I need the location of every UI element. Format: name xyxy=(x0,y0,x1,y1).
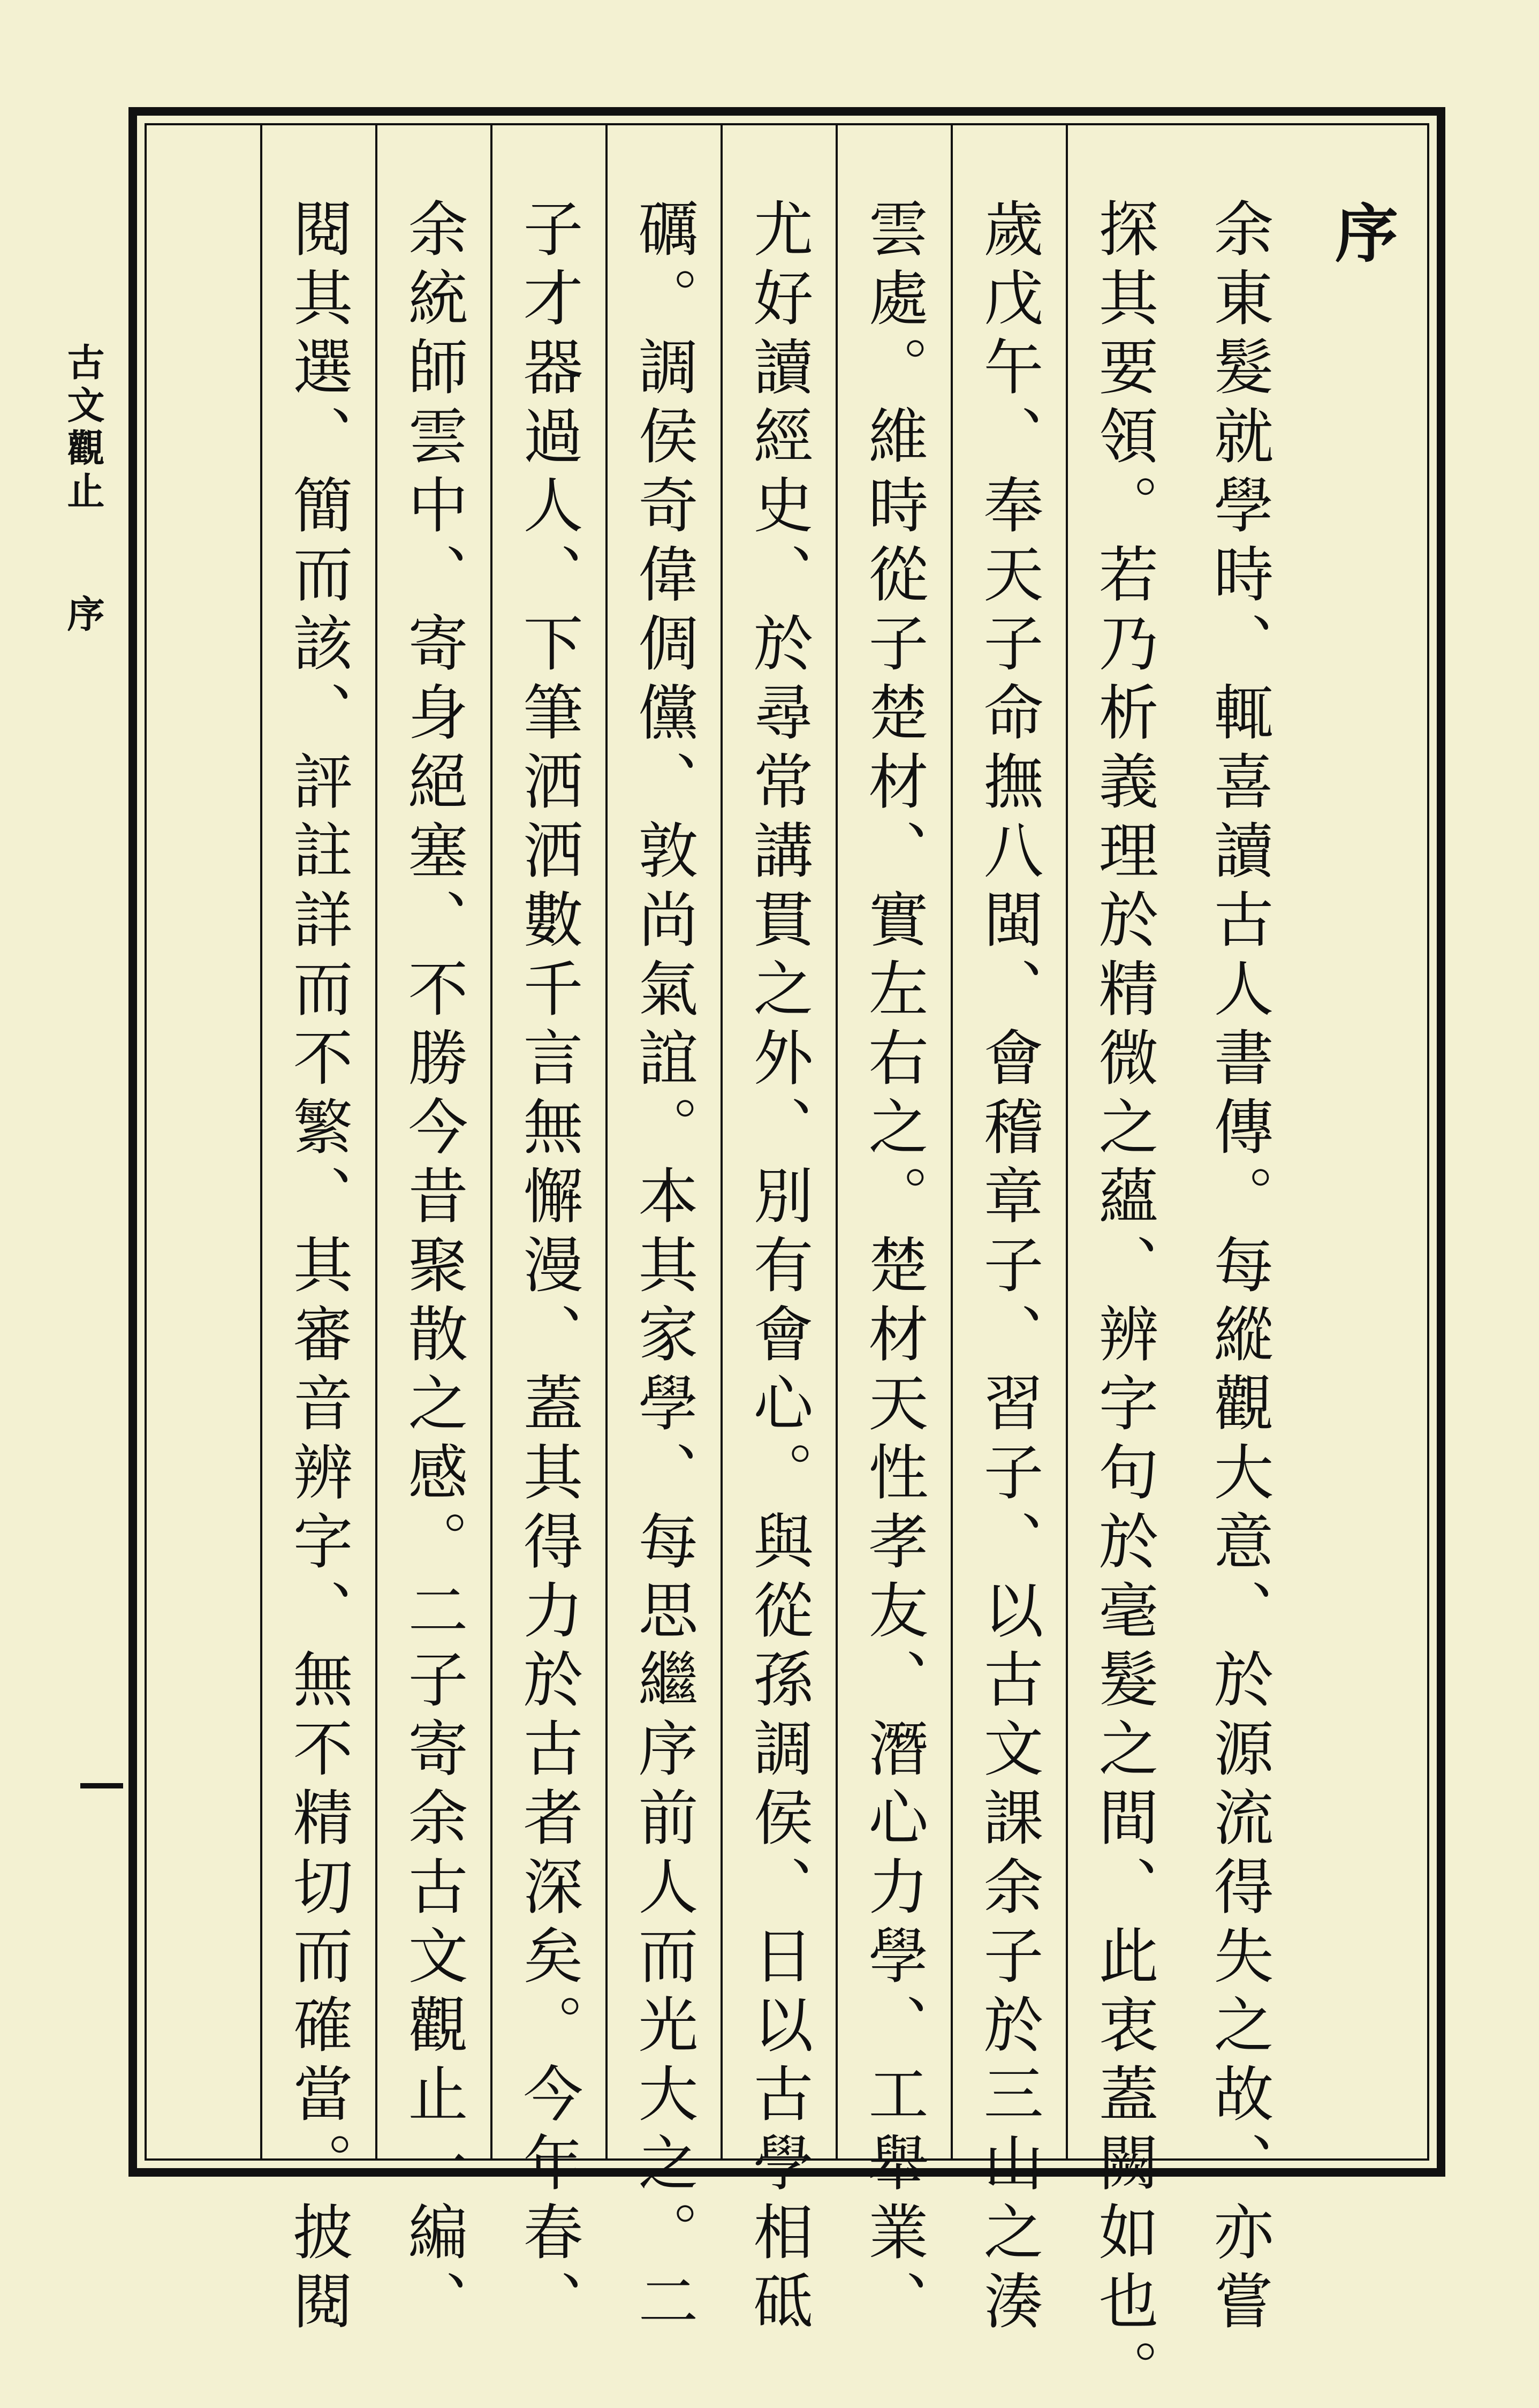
running-head xyxy=(56,343,110,637)
text-column-5: 尤好讀經史、於尋常講貫之外、別有會心。與從孫調侯、日以古學相砥 xyxy=(721,125,836,2158)
page-frame xyxy=(128,107,1445,2408)
book-title: 古文觀止 xyxy=(61,343,105,514)
section-label: 序 xyxy=(61,594,105,637)
text-column-4: 雲處。維時從子楚材、實左右之。楚材天性孝友、潛心力學、工舉業、 xyxy=(836,125,951,2158)
text-column-1: 余東髮就學時、輒喜讀古人書傳。每縱觀大意、於源流得失之故、亦嘗 xyxy=(1204,198,1273,2339)
page-number xyxy=(80,1783,123,1788)
text-column-7: 子才器過人、下筆洒洒數千言無懈漫、蓋其得力於古者深矣。今年春、 xyxy=(490,125,605,2158)
text-column-9: 閱其選、簡而該、評註詳而不繁、其審音辨字、無不精切而確當。披閱 xyxy=(260,125,375,2158)
text-column-2: 探其要領。若乃析義理於精微之蘊、辨字句於毫髮之間、此衷蓋闕如也。 xyxy=(1066,125,1181,2158)
preface-title: 序 xyxy=(1324,200,1399,263)
text-frame xyxy=(145,123,1429,2408)
text-column-8: 余統師雲中、寄身絕塞、不勝今昔聚散之感。二子寄余古文觀止一編、 xyxy=(375,125,490,2158)
text-column-3: 歲戊午、奉天子命撫八閩、會稽章子、習子、以古文課余子於三山之湊 xyxy=(951,125,1066,2158)
text-column-6: 礪。調侯奇偉倜儻、敦尚氣誼。本其家學、每思繼序前人而光大之。二 xyxy=(605,125,721,2158)
